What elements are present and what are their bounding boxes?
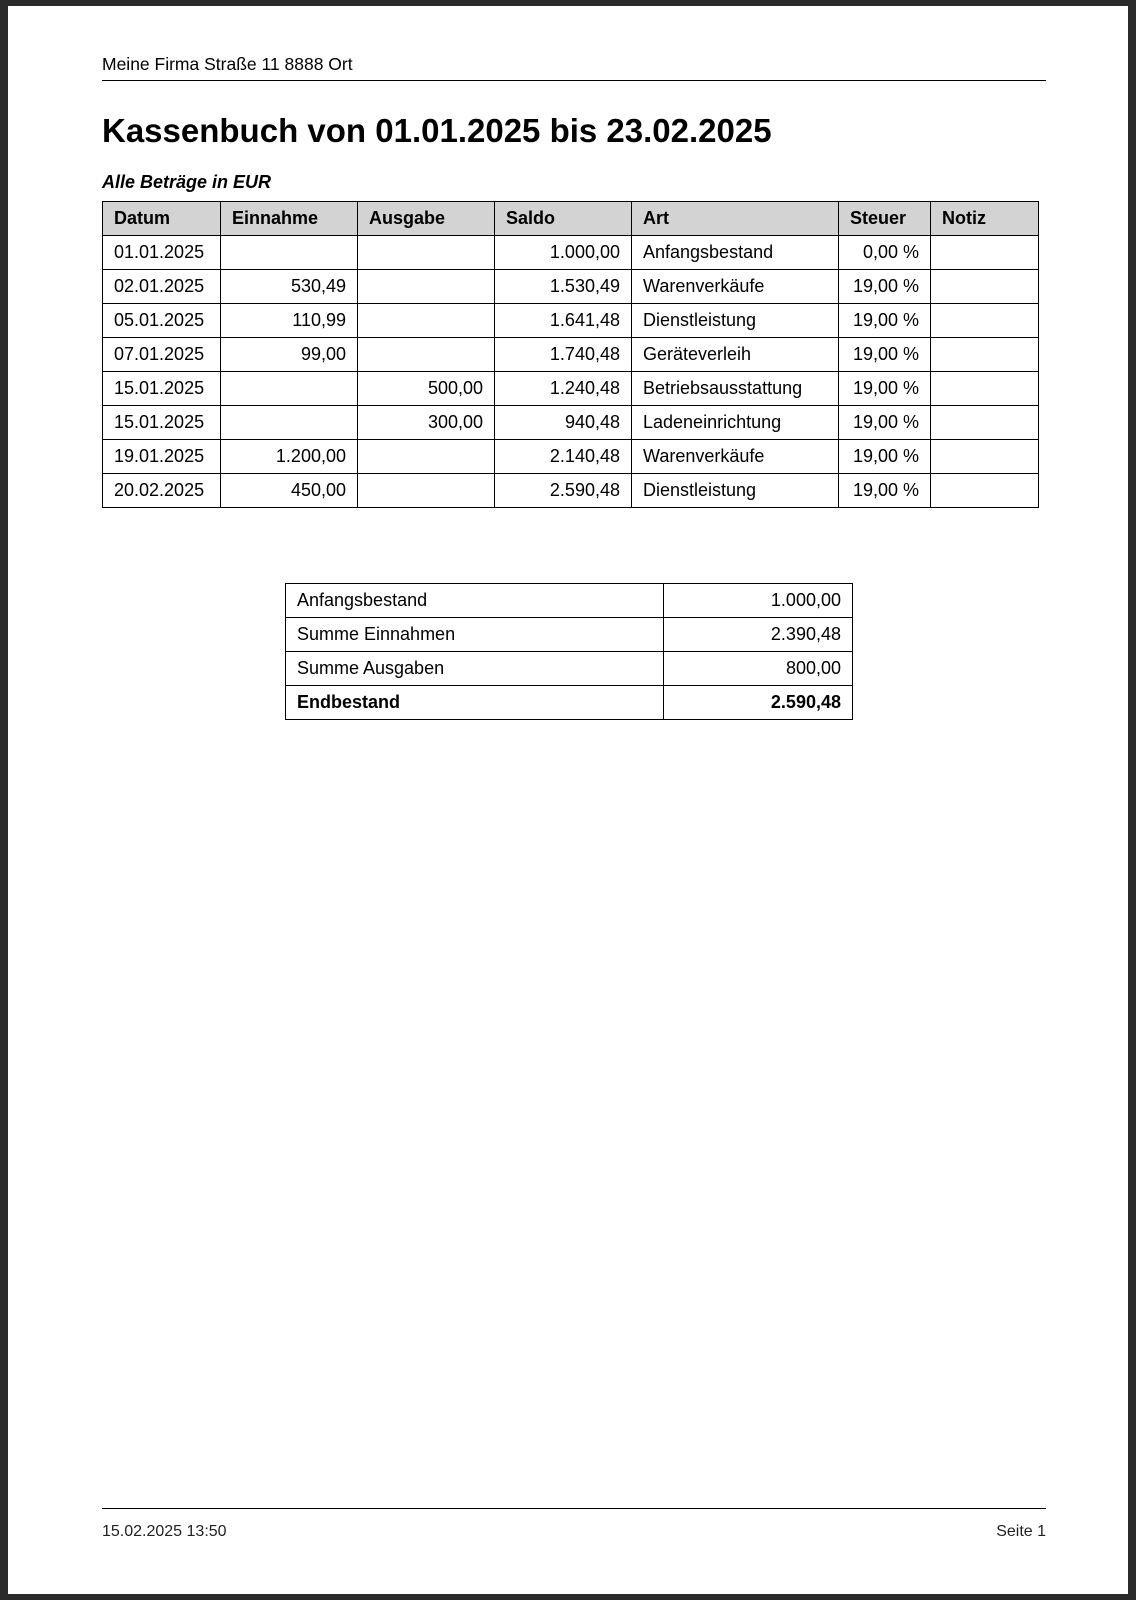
cell-steuer: 0,00 % (839, 236, 931, 270)
cell-notiz (931, 270, 1039, 304)
table-row (103, 304, 1039, 338)
cell-notiz (931, 474, 1039, 508)
company-header: Meine Firma Straße 11 8888 Ort (102, 54, 1046, 81)
cell-saldo: 940,48 (495, 406, 632, 440)
cell-einnahme: 530,49 (221, 270, 358, 304)
cell-steuer: 19,00 % (839, 440, 931, 474)
cashbook-table (102, 201, 1039, 508)
cell-saldo: 1.530,49 (495, 270, 632, 304)
cell-ausgabe (358, 474, 495, 508)
cell-einnahme (221, 406, 358, 440)
summary-table (285, 583, 853, 720)
cell-datum: 19.01.2025 (103, 440, 221, 474)
summary-value: 2.390,48 (664, 618, 853, 652)
cell-datum: 01.01.2025 (103, 236, 221, 270)
cell-steuer: 19,00 % (839, 406, 931, 440)
cell-art: Warenverkäufe (632, 440, 839, 474)
cell-art: Ladeneinrichtung (632, 406, 839, 440)
cashbook-table-body (103, 236, 1039, 508)
table-row (103, 372, 1039, 406)
cell-notiz (931, 372, 1039, 406)
cell-saldo: 2.590,48 (495, 474, 632, 508)
cell-saldo: 1.000,00 (495, 236, 632, 270)
cell-ausgabe (358, 236, 495, 270)
page-number: Seite 1 (996, 1523, 1046, 1540)
cell-einnahme: 1.200,00 (221, 440, 358, 474)
table-row (103, 440, 1039, 474)
summary-row (286, 686, 853, 720)
table-header-row (103, 202, 1039, 236)
summary-label: Summe Einnahmen (286, 618, 664, 652)
summary-table-body (286, 584, 853, 720)
cell-datum: 15.01.2025 (103, 372, 221, 406)
cell-saldo: 1.641,48 (495, 304, 632, 338)
print-timestamp: 15.02.2025 13:50 (102, 1523, 227, 1540)
cell-steuer: 19,00 % (839, 270, 931, 304)
table-row (103, 236, 1039, 270)
cell-ausgabe (358, 440, 495, 474)
page-title: Kassenbuch von 01.01.2025 bis 23.02.2025 (102, 112, 772, 149)
cell-ausgabe: 500,00 (358, 372, 495, 406)
summary-label: Anfangsbestand (286, 584, 664, 618)
cell-ausgabe (358, 338, 495, 372)
column-header-art: Art (632, 202, 839, 236)
cell-datum: 20.02.2025 (103, 474, 221, 508)
column-header-saldo: Saldo (495, 202, 632, 236)
cell-saldo: 1.740,48 (495, 338, 632, 372)
column-header-einnahme: Einnahme (221, 202, 358, 236)
cell-ausgabe (358, 304, 495, 338)
summary-value: 2.590,48 (664, 686, 853, 720)
cell-notiz (931, 440, 1039, 474)
cell-steuer: 19,00 % (839, 304, 931, 338)
summary-value: 1.000,00 (664, 584, 853, 618)
summary-row (286, 584, 853, 618)
cell-art: Anfangsbestand (632, 236, 839, 270)
table-row (103, 474, 1039, 508)
summary-value: 800,00 (664, 652, 853, 686)
cell-steuer: 19,00 % (839, 474, 931, 508)
cell-steuer: 19,00 % (839, 372, 931, 406)
table-row (103, 270, 1039, 304)
column-header-ausgabe: Ausgabe (358, 202, 495, 236)
cell-art: Geräteverleih (632, 338, 839, 372)
summary-label: Endbestand (286, 686, 664, 720)
column-header-notiz: Notiz (931, 202, 1039, 236)
table-row (103, 338, 1039, 372)
cell-saldo: 1.240,48 (495, 372, 632, 406)
summary-label: Summe Ausgaben (286, 652, 664, 686)
cell-datum: 02.01.2025 (103, 270, 221, 304)
cell-art: Warenverkäufe (632, 270, 839, 304)
summary-row (286, 618, 853, 652)
cell-einnahme (221, 236, 358, 270)
cell-art: Dienstleistung (632, 474, 839, 508)
cell-notiz (931, 406, 1039, 440)
cell-notiz (931, 304, 1039, 338)
cell-notiz (931, 338, 1039, 372)
page-footer (102, 1508, 1046, 1541)
cell-art: Betriebsausstattung (632, 372, 839, 406)
column-header-datum: Datum (103, 202, 221, 236)
cell-ausgabe: 300,00 (358, 406, 495, 440)
cell-einnahme (221, 372, 358, 406)
document-page (8, 6, 1128, 1594)
summary-row (286, 652, 853, 686)
cell-saldo: 2.140,48 (495, 440, 632, 474)
column-header-steuer: Steuer (839, 202, 931, 236)
table-row (103, 406, 1039, 440)
currency-note: Alle Beträge in EUR (102, 172, 272, 192)
cell-einnahme: 450,00 (221, 474, 358, 508)
cell-einnahme: 110,99 (221, 304, 358, 338)
cell-datum: 15.01.2025 (103, 406, 221, 440)
cell-datum: 05.01.2025 (103, 304, 221, 338)
cell-einnahme: 99,00 (221, 338, 358, 372)
cell-art: Dienstleistung (632, 304, 839, 338)
cell-notiz (931, 236, 1039, 270)
cell-ausgabe (358, 270, 495, 304)
cell-datum: 07.01.2025 (103, 338, 221, 372)
cell-steuer: 19,00 % (839, 338, 931, 372)
